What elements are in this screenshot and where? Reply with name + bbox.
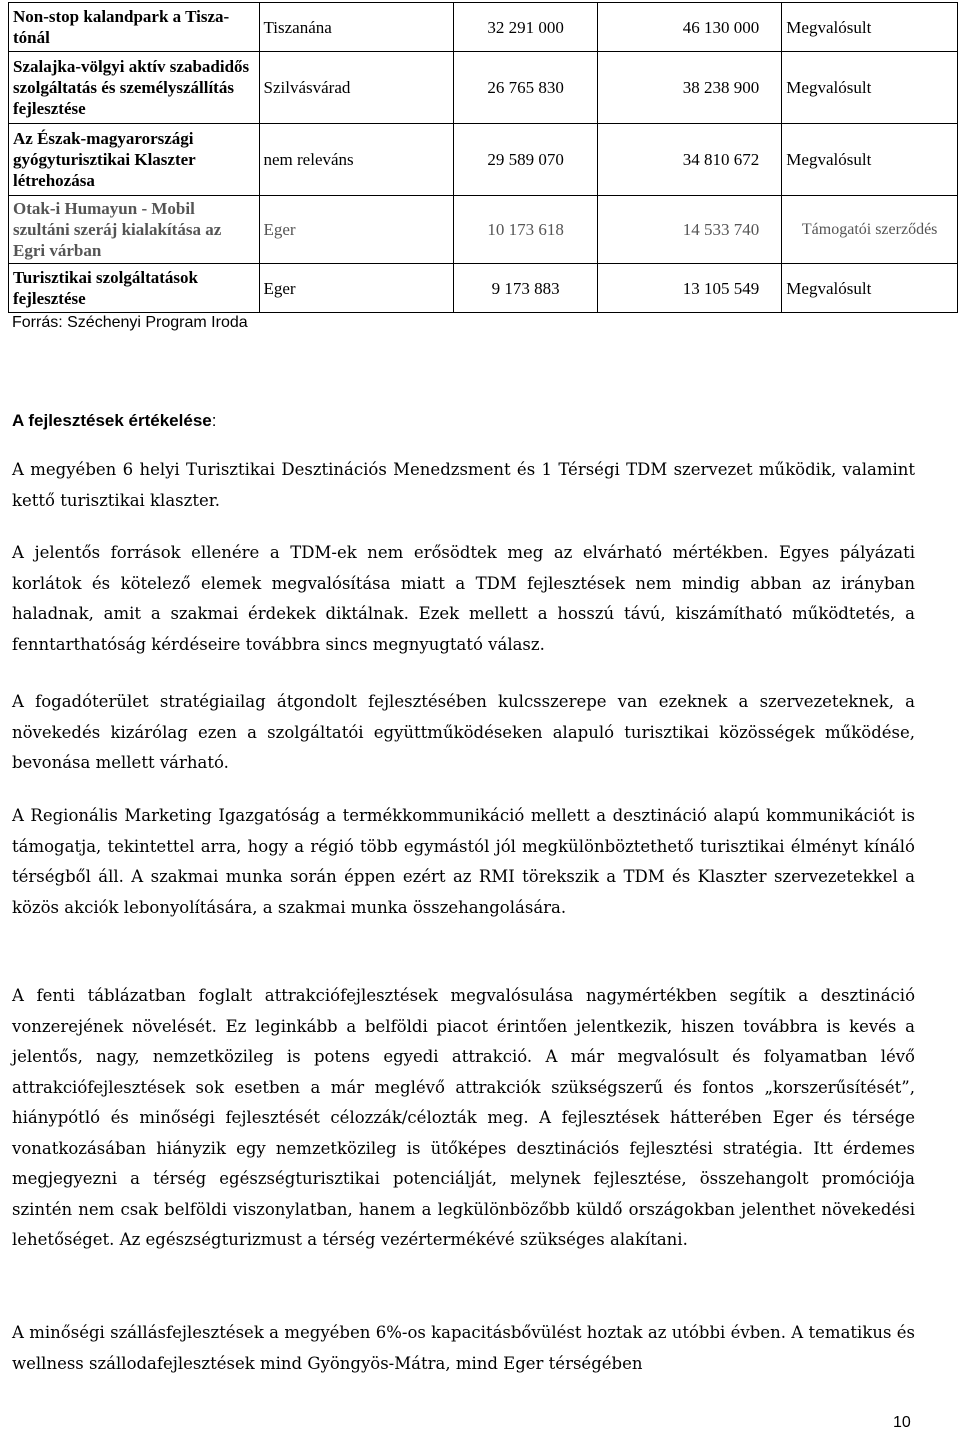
project-value-2: 46 130 000	[598, 3, 782, 52]
table-source-note: Forrás: Széchenyi Program Iroda	[12, 314, 248, 331]
project-value-2: 38 238 900	[598, 52, 782, 124]
project-location: Szilvásvárad	[259, 52, 453, 124]
project-location: Eger	[259, 196, 453, 264]
section-heading	[12, 411, 216, 431]
paragraph: A fogadóterület stratégiailag átgondolt fejlesztésében kulcsszerepe van ezeknek a szervezeteknek, a növekedés kizárólag ezen a szolgáltatói együttműködéseken alapuló turisztikai közösségek működése, bevonása mellett várható.	[12, 692, 915, 772]
project-name: Turisztikai szolgáltatások fejlesztése	[9, 264, 260, 313]
section-heading-suffix: :	[211, 411, 217, 430]
page-number: 10	[893, 1414, 911, 1431]
project-name: Non-stop kalandpark a Tisza-tónál	[9, 3, 260, 52]
projects-table	[8, 2, 958, 313]
table-row	[9, 3, 958, 52]
project-value-1: 26 765 830	[453, 52, 597, 124]
paragraph: A Regionális Marketing Igazgatóság a termékkommunikáció mellett a desztináció alapú kommunikációt is támogatja, tekintettel arra, hogy a régió több egymástól jól megkülönböztethető turisztikai élményt kínáló térségből áll. A szakmai munka során éppen ezért az RMI törekszik a TDM és Klaszter szervezetekkel a közös akciók lebonyolítására, a szakmai munka összehangolására.	[12, 806, 915, 917]
project-status: Megvalósult	[782, 52, 958, 124]
table-row	[9, 264, 958, 313]
project-value-2: 34 810 672	[598, 124, 782, 196]
project-location: Eger	[259, 264, 453, 313]
project-name: Az Észak-magyarországi gyógyturisztikai Klaszter létrehozása	[9, 124, 260, 196]
table-row	[9, 52, 958, 124]
project-status: Megvalósult	[782, 124, 958, 196]
project-value-2: 13 105 549	[598, 264, 782, 313]
project-status: Támogatói szerződés	[782, 196, 958, 264]
project-name: Otak-i Humayun - Mobil szultáni szeráj kialakítása az Egri várban	[9, 196, 260, 264]
project-value-1: 32 291 000	[453, 3, 597, 52]
table-row	[9, 196, 958, 264]
section-heading-bold: A fejlesztések értékelése	[12, 411, 212, 430]
paragraph: A jelentős források ellenére a TDM-ek nem erősödtek meg az elvárható mértékben. Egyes pályázati korlátok és kötelező elemek megvalósítása miatt a TDM fejlesztések nem mindig abban az irányban haladnak, amit a szakmai érdekek diktálnak. Ezek mellett a hosszú távú, kiszámítható működtetés, a fenntarthatóság kérdéseire továbbra sincs megnyugtató válasz.	[12, 543, 915, 654]
project-name: Szalajka-völgyi aktív szabadidős szolgáltatás és személyszállítás fejlesztése	[9, 52, 260, 124]
project-value-1: 29 589 070	[453, 124, 597, 196]
table-row	[9, 124, 958, 196]
project-status: Megvalósult	[782, 3, 958, 52]
project-location: nem releváns	[259, 124, 453, 196]
project-value-2: 14 533 740	[598, 196, 782, 264]
project-location: Tiszanána	[259, 3, 453, 52]
project-value-1: 10 173 618	[453, 196, 597, 264]
project-value-1: 9 173 883	[453, 264, 597, 313]
paragraph: A megyében 6 helyi Turisztikai Desztinációs Menedzsment és 1 Térségi TDM szervezet működik, valamint kettő turisztikai klaszter.	[12, 460, 915, 510]
paragraph: A fenti táblázatban foglalt attrakciófejlesztések megvalósulása nagymértékben segítik a desztináció vonzerejének növelését. Ez leginkább a belföldi piacot érintően jelentkezik, hiszen továbbra is kevés a jelentős, nagy, nemzetközileg is potens egyedi attrakció. A már megvalósult és folyamatban lévő attrakciófejlesztések sok esetben a már meglévő attrakciók szükségszerű és fontos „korszerűsítését”, hiánypótló és minőségi fejlesztését célozzák/célozták meg. A fejlesztések hátterében Eger és térsége vonatkozásában hiányzik egy nemzetközileg is ütőképes desztinációs fejlesztési stratégia. Itt érdemes megjegyezni a térség egészségturisztikai potenciálját, melynek fejlesztése, összehangolt promóciója szintén nem csak belföldi viszonylatban, hanem a legkülönbözőbb küldő országokban jelenthet növekedési lehetőséget. Az egészségturizmust a térség vezértermékévé szükséges alakítani.	[12, 986, 915, 1249]
paragraph: A minőségi szállásfejlesztések a megyében 6%-os kapacitásbővülést hoztak az utóbbi évben. A tematikus és wellness szállodafejlesztések mind Gyöngyös-Mátra, mind Eger térségében	[12, 1323, 915, 1373]
project-status: Megvalósult	[782, 264, 958, 313]
